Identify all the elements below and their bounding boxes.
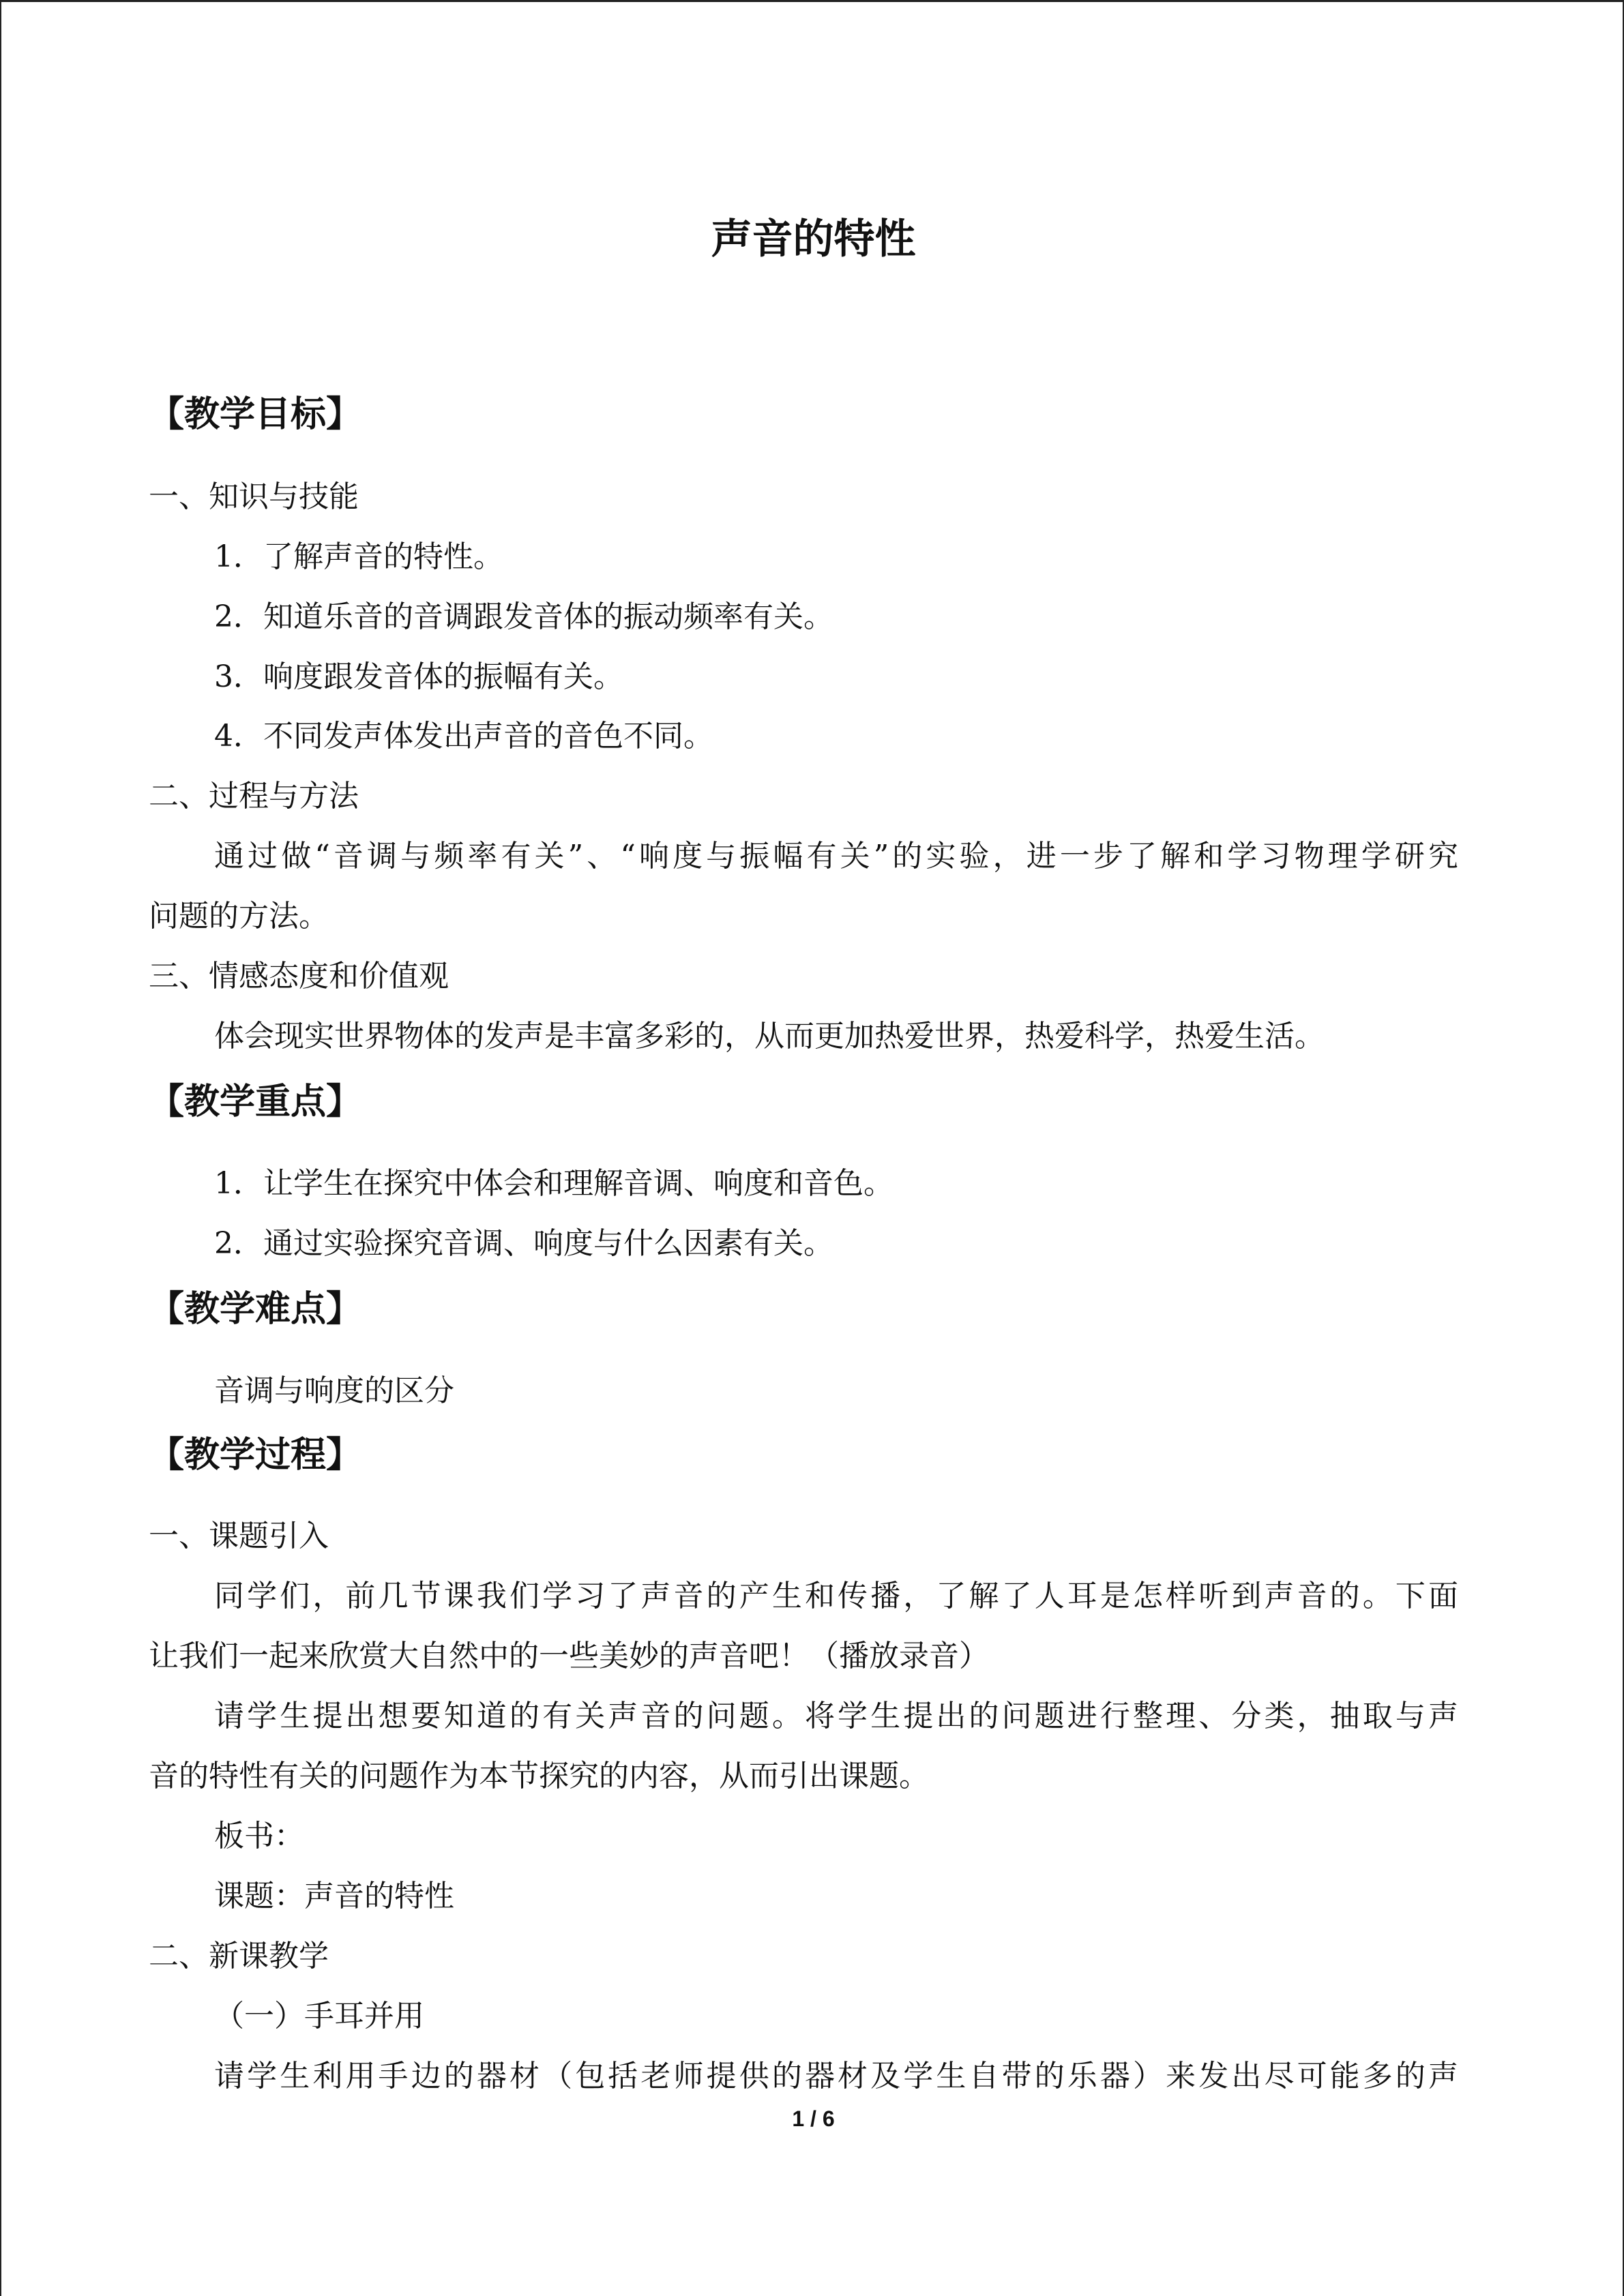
list-item: 3．响度跟发音体的振幅有关。	[214, 659, 623, 694]
paragraph-line: 请学生利用手边的器材（包括老师提供的器材及学生自带的乐器）来发出尽可能多的声	[214, 2059, 1458, 2093]
paragraph-line: 音调与响度的区分	[214, 1373, 454, 1408]
paragraph-line: 课题：声音的特性	[214, 1879, 454, 1913]
section-heading-objectives: 【教学目标】	[149, 394, 362, 435]
section-heading-difficulties: 【教学难点】	[149, 1289, 362, 1330]
list-item: 1．让学生在探究中体会和理解音调、响度和音色。	[214, 1166, 894, 1201]
paragraph-line: 请学生提出想要知道的有关声音的问题。将学生提出的问题进行整理、分类，抽取与声	[214, 1699, 1458, 1733]
document-title: 声音的特性	[711, 215, 916, 263]
paragraph-line: 音的特性有关的问题作为本节探究的内容，从而引出课题。	[149, 1759, 929, 1793]
section-heading-procedure: 【教学过程】	[149, 1435, 362, 1476]
list-item: 1．了解声音的特性。	[214, 539, 503, 574]
paragraph-line: 体会现实世界物体的发声是丰富多彩的，从而更加热爱世界，热爱科学，热爱生活。	[214, 1019, 1325, 1054]
subsection-label-process: 二、过程与方法	[149, 779, 359, 814]
paragraph-line: 同学们，前几节课我们学习了声音的产生和传播，了解了人耳是怎样听到声音的。下面	[214, 1579, 1458, 1613]
subsection-label-attitude: 三、情感态度和价值观	[149, 959, 449, 994]
paragraph-line: 问题的方法。	[149, 899, 329, 934]
list-item: 2．通过实验探究音调、响度与什么因素有关。	[214, 1226, 833, 1261]
sub-subsection-label: （一）手耳并用	[214, 1999, 424, 2033]
subsection-label-new-lesson: 二、新课教学	[149, 1939, 329, 1973]
paragraph-line: 板书：	[214, 1819, 304, 1853]
subsection-label-intro: 一、课题引入	[149, 1519, 329, 1553]
subsection-label-knowledge: 一、知识与技能	[149, 479, 359, 514]
paragraph-line: 让我们一起来欣赏大自然中的一些美妙的声音吧！（播放录音）	[149, 1639, 989, 1673]
list-item: 4．不同发声体发出声音的音色不同。	[214, 719, 713, 754]
section-heading-key-points: 【教学重点】	[149, 1082, 362, 1122]
list-item: 2．知道乐音的音调跟发音体的振动频率有关。	[214, 599, 833, 634]
page-number: 1 / 6	[792, 2106, 835, 2131]
paragraph-line: 通过做“音调与频率有关”、“响度与振幅有关”的实验，进一步了解和学习物理学研究	[214, 839, 1458, 874]
